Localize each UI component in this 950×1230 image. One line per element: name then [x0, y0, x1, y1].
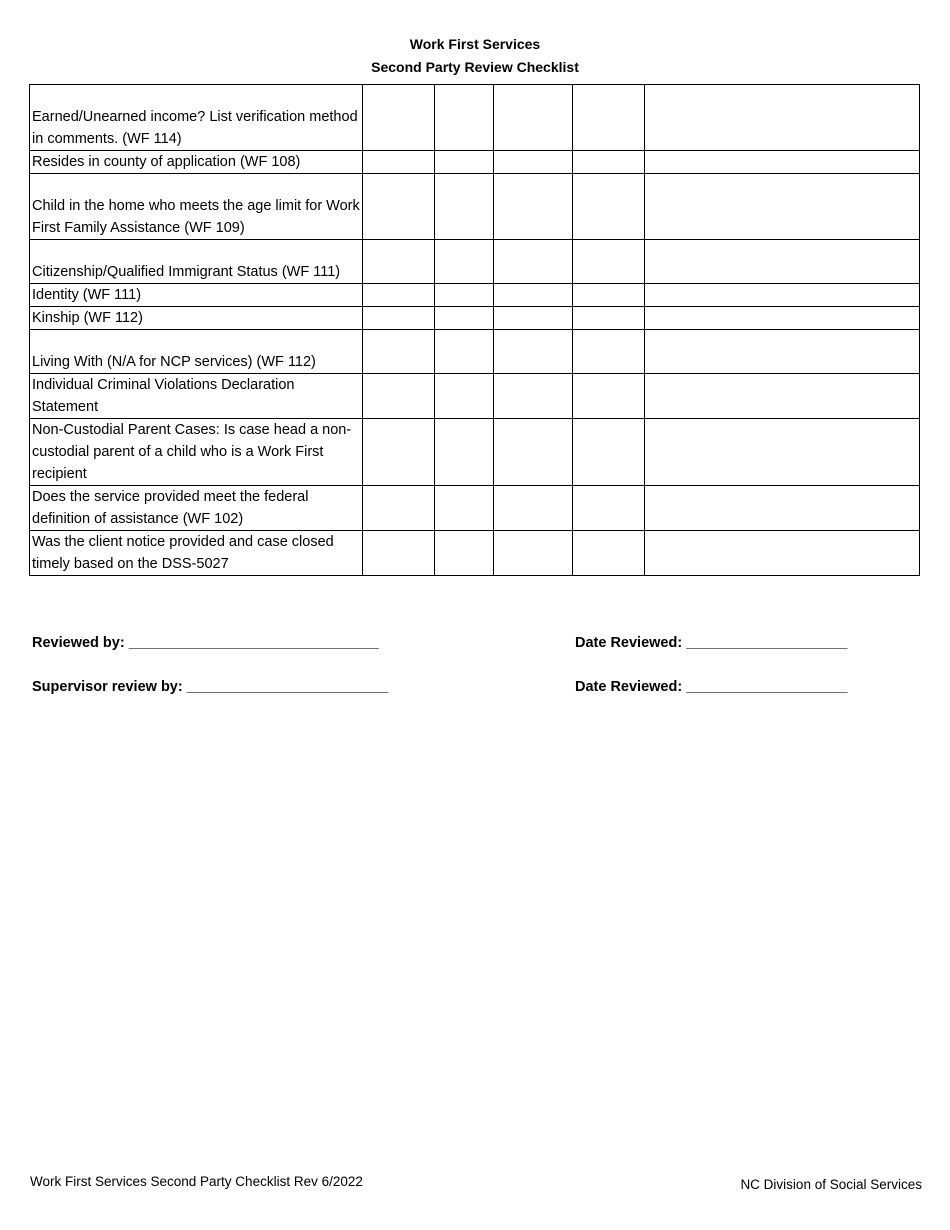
check-cell[interactable]: [363, 419, 435, 486]
check-cell[interactable]: [435, 151, 494, 174]
footer-agency: NC Division of Social Services: [740, 1177, 922, 1192]
row-label: Child in the home who meets the age limit for Work First Family Assistance (WF 109): [30, 174, 363, 240]
comments-cell[interactable]: [645, 240, 920, 284]
table-row: [30, 374, 920, 419]
check-cell[interactable]: [363, 307, 435, 330]
comments-cell[interactable]: [645, 330, 920, 374]
check-cell[interactable]: [435, 330, 494, 374]
check-cell[interactable]: [363, 284, 435, 307]
comments-cell[interactable]: [645, 151, 920, 174]
check-cell[interactable]: [435, 307, 494, 330]
comments-cell[interactable]: [645, 531, 920, 576]
check-cell[interactable]: [573, 240, 645, 284]
table-row: [30, 307, 920, 330]
table-row: [30, 240, 920, 284]
check-cell[interactable]: [363, 486, 435, 531]
footer-revision: Work First Services Second Party Checklist Rev 6/2022: [30, 1174, 363, 1189]
check-cell[interactable]: [435, 486, 494, 531]
check-cell[interactable]: [363, 151, 435, 174]
check-cell[interactable]: [494, 85, 573, 151]
table-row: [30, 85, 920, 151]
check-cell[interactable]: [363, 174, 435, 240]
check-cell[interactable]: [435, 374, 494, 419]
check-cell[interactable]: [363, 374, 435, 419]
comments-cell[interactable]: [645, 486, 920, 531]
table-row: [30, 531, 920, 576]
row-label: Kinship (WF 112): [30, 307, 363, 330]
comments-cell[interactable]: [645, 374, 920, 419]
check-cell[interactable]: [573, 85, 645, 151]
check-cell[interactable]: [573, 151, 645, 174]
row-label: Identity (WF 111): [30, 284, 363, 307]
check-cell[interactable]: [494, 307, 573, 330]
check-cell[interactable]: [494, 374, 573, 419]
table-row: [30, 151, 920, 174]
check-cell[interactable]: [494, 151, 573, 174]
check-cell[interactable]: [573, 330, 645, 374]
check-cell[interactable]: [573, 374, 645, 419]
check-cell[interactable]: [435, 419, 494, 486]
check-cell[interactable]: [435, 284, 494, 307]
check-cell[interactable]: [494, 419, 573, 486]
check-cell[interactable]: [494, 284, 573, 307]
row-label: Living With (N/A for NCP services) (WF 112): [30, 330, 363, 374]
reviewed-by-field[interactable]: Reviewed by: _______________________________: [32, 635, 379, 651]
comments-cell[interactable]: [645, 307, 920, 330]
table-row: [30, 174, 920, 240]
check-cell[interactable]: [573, 486, 645, 531]
check-cell[interactable]: [363, 240, 435, 284]
check-cell[interactable]: [363, 85, 435, 151]
title-line-2: Second Party Review Checklist: [371, 59, 579, 75]
table-row: [30, 419, 920, 486]
check-cell[interactable]: [573, 284, 645, 307]
check-cell[interactable]: [494, 174, 573, 240]
row-label: Non-Custodial Parent Cases: Is case head a non-custodial parent of a child who is a Work First recipient: [30, 419, 363, 486]
check-cell[interactable]: [435, 85, 494, 151]
check-cell[interactable]: [435, 240, 494, 284]
check-cell[interactable]: [435, 531, 494, 576]
table-row: [30, 486, 920, 531]
check-cell[interactable]: [573, 419, 645, 486]
row-label: Earned/Unearned income? List verification method in comments. (WF 114): [30, 85, 363, 151]
date-reviewed-field-1[interactable]: Date Reviewed: ____________________: [575, 635, 848, 651]
check-cell[interactable]: [435, 174, 494, 240]
check-cell[interactable]: [363, 330, 435, 374]
document-title: [0, 33, 950, 79]
check-cell[interactable]: [573, 174, 645, 240]
check-cell[interactable]: [494, 531, 573, 576]
supervisor-review-by-field[interactable]: Supervisor review by: _________________________: [32, 679, 389, 695]
check-cell[interactable]: [573, 307, 645, 330]
review-checklist-table: [29, 84, 920, 576]
row-label: Was the client notice provided and case closed timely based on the DSS-5027: [30, 531, 363, 576]
comments-cell[interactable]: [645, 85, 920, 151]
row-label: Resides in county of application (WF 108): [30, 151, 363, 174]
check-cell[interactable]: [494, 240, 573, 284]
check-cell[interactable]: [494, 486, 573, 531]
table-row: [30, 284, 920, 307]
comments-cell[interactable]: [645, 174, 920, 240]
row-label: Citizenship/Qualified Immigrant Status (WF 111): [30, 240, 363, 284]
comments-cell[interactable]: [645, 284, 920, 307]
date-reviewed-field-2[interactable]: Date Reviewed: ____________________: [575, 679, 848, 695]
check-cell[interactable]: [494, 330, 573, 374]
row-label: Does the service provided meet the federal definition of assistance (WF 102): [30, 486, 363, 531]
table-row: [30, 330, 920, 374]
title-line-1: Work First Services: [409, 36, 541, 52]
row-label: Individual Criminal Violations Declaration Statement: [30, 374, 363, 419]
check-cell[interactable]: [573, 531, 645, 576]
comments-cell[interactable]: [645, 419, 920, 486]
check-cell[interactable]: [363, 531, 435, 576]
